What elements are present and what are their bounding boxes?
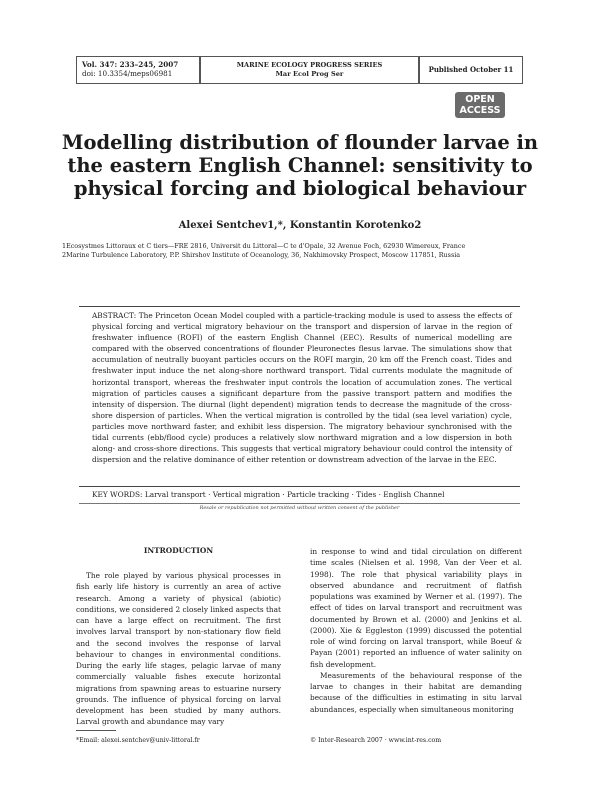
- body-column-right: [310, 546, 522, 715]
- doi[interactable]: doi: 10.3354/meps06981: [82, 69, 173, 78]
- corresponding-email[interactable]: *Email: alexei.sentchev@univ-littoral.fr: [76, 737, 200, 744]
- header-volume-box: [76, 56, 200, 84]
- journal-name: MARINE ECOLOGY PROGRESS SERIES: [236, 61, 383, 69]
- body-column-left: The role played by various physical processes in fish early life history is currently an area of active research. Among a variety of physical (abiotic) conditions, we considered 2 closely linked aspects that can have a large effect on recruitment. The first involves larval transport by non-stationary flow field and the second involves the response of larval behaviour to changes in environmental conditions. During the early life stages, pelagic larvae of many commercially valuable fishes execute horizontal migrations from spawning areas to estuarine nursery grounds. The influence of physical forcing on larval development has been studied by many authors. Larval growth and abundance may vary: [76, 571, 281, 727]
- badge-line-1: OPEN: [465, 94, 495, 105]
- keywords: KEY WORDS: Larval transport · Vertical migration · Particle tracking · Tides · English Channel: [92, 490, 445, 499]
- volume-info: Vol. 347: 233–245, 2007: [82, 60, 179, 69]
- journal-abbrev: Mar Ecol Prog Ser: [275, 70, 344, 78]
- header-journal-box: [200, 56, 419, 84]
- author-list: Alexei Sentchev1,*, Konstantin Korotenko2: [178, 220, 422, 231]
- section-heading-introduction: INTRODUCTION: [143, 546, 214, 555]
- paragraph: Measurements of the behavioural response of the larvae to changes in their habitat are demanding because of the difficulties in estimating in situ larval abundances, especially when simultaneous monitoring: [310, 670, 522, 714]
- abstract-text: ABSTRACT: The Princeton Ocean Model coupled with a particle-tracking module is used to assess the effects of physical forcing and vertical migratory behaviour on the transport and dispersion of larvae in the region of freshwater influence (ROFI) of the eastern English Channel (EEC). Results of numerical modelling are compared with the observed concentrations of flounder Pleuronectes flesus larvae. The simulations show that accumulation of neutrally buoyant particles occurs on the ROFI margin, 20 km off the French coast. Tides and freshwater input induce the net along-shore northward transport. Tidal currents modulate the magnitude of horizontal transport, whereas the freshwater input controls the location of accumulation zones. The vertical migration of particles causes a significant departure from the passive transport pattern and modifies the intensity of dispersion. The diurnal (light dependent) migration tends to decrease the magnitude of the cross-shore dispersion of particles. When the vertical migration is controlled by the tidal (sea level variation) cycle, particles move northward faster, and exhibit less dispersion. The migratory behaviour synchronised with the tidal currents (ebb/flood cycle) produces a relatively slow northward migration and a low dispersion in both along- and cross-shore directions. This suggests that vertical migratory behaviour could control the intensity of dispersion and the relative dominance of either retention or downstream advection of the larvae in the EEC.: [92, 311, 512, 465]
- copyright: © Inter-Research 2007 · www.int-res.com: [310, 737, 442, 744]
- published-date: Published October 11: [428, 65, 514, 74]
- divider: [79, 503, 520, 504]
- affiliation-1: 1Ecosystmes Littoraux et C tiers—FRE 2816, Universit du Littoral—C te d'Opale, 32 Avenue Foch, 62930 Wimereux, France: [62, 242, 466, 250]
- badge-line-2: ACCESS: [459, 105, 501, 116]
- article-title: Modelling distribution of flounder larvae in the eastern English Channel: sensitivity to physical forcing and biological behaviour: [61, 131, 539, 200]
- reprint-notice: Resale or republication not permitted without written consent of the publisher: [199, 505, 400, 511]
- footnote-divider: [76, 730, 116, 731]
- header-published-box: [419, 56, 523, 84]
- affiliation-2: 2Marine Turbulence Laboratory, P.P. Shirshov Institute of Oceanology, 36, Nakhimovsky Prospect, Moscow 117851, Russia: [62, 251, 461, 259]
- paragraph: in response to wind and tidal circulation on different time scales (Nielsen et al. 1998, Van der Veer et al. 1998). The role that physical variability plays in observed abundance and recruitment of flatfish populations was examined by Werner et al. (1997). The effect of tides on larval transport and recruitment was documented by Brown et al. (2000) and Jenkins et al. (2000). Xie & Eggleston (1999) discussed the potential role of wind forcing on larval transport, while Boeuf & Payan (2001) reported an influence of water salinity on fish development.: [310, 547, 522, 669]
- open-access-badge: [455, 92, 505, 118]
